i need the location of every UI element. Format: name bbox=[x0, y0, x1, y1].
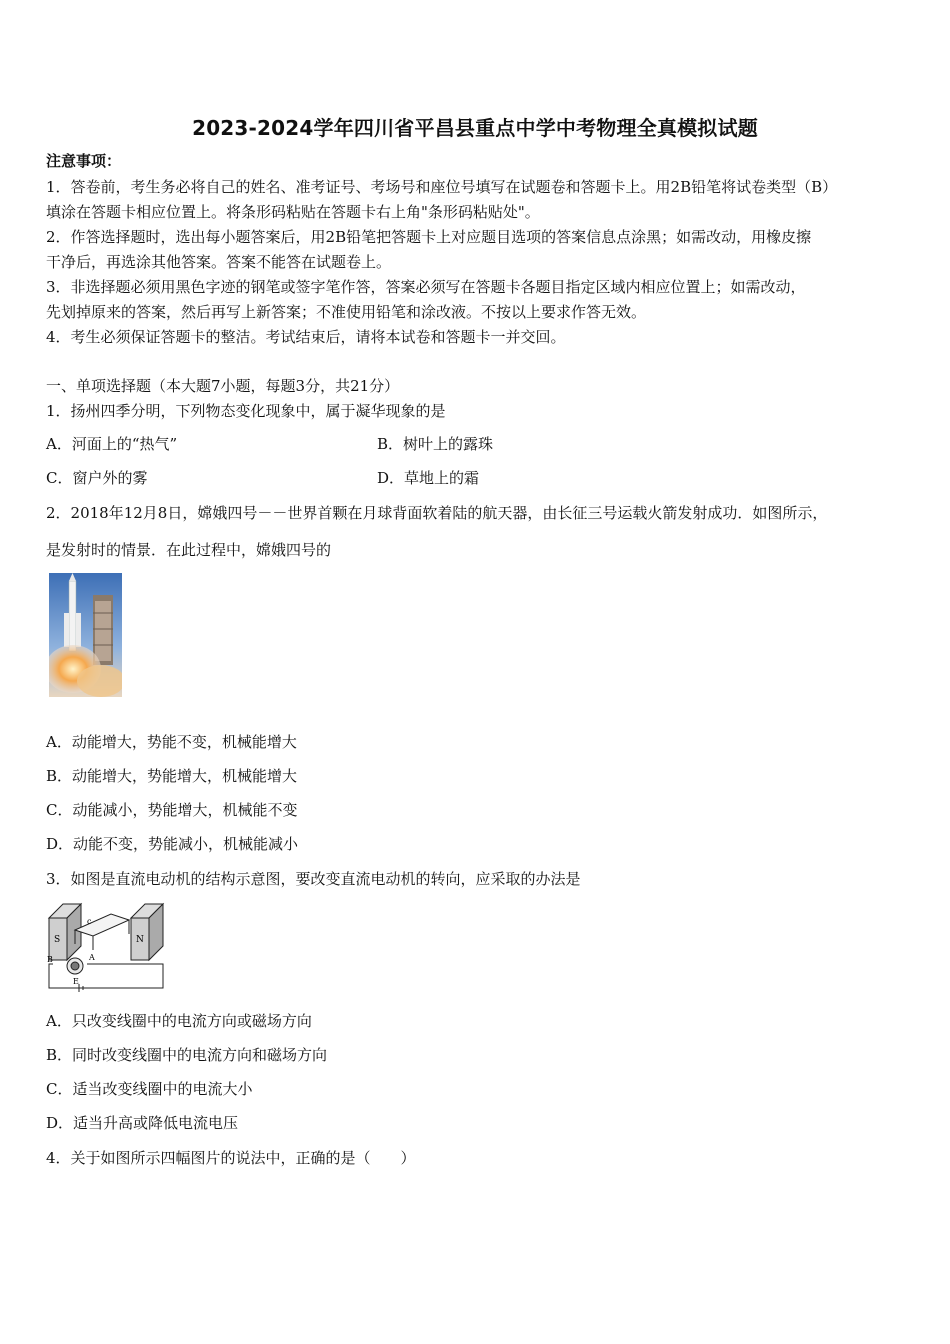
q3-option-b: B．同时改变线圈中的电流方向和磁场方向 bbox=[46, 1046, 328, 1064]
q1-option-d: D．草地上的霜 bbox=[377, 469, 480, 487]
magnet-n-label: N bbox=[136, 935, 144, 945]
rocket-launch-image bbox=[49, 573, 122, 697]
notice-line: 干净后，再选涂其他答案。答案不能答在试题卷上。 bbox=[46, 253, 392, 271]
notice-line: 填涂在答题卡相应位置上。将条形码粘贴在答题卡右上角"条形码粘贴处"。 bbox=[46, 203, 540, 221]
magnet-s-label: S bbox=[54, 935, 61, 945]
section-heading: 一、单项选择题（本大题7小题，每题3分，共21分） bbox=[46, 377, 400, 395]
q2-option-b: B．动能增大，势能增大，机械能增大 bbox=[46, 767, 298, 785]
brush-a-label: A bbox=[89, 953, 95, 962]
q1-option-c: C．窗户外的雾 bbox=[46, 469, 148, 487]
question-1-stem: 1．扬州四季分明，下列物态变化现象中，属于凝华现象的是 bbox=[46, 402, 446, 420]
q1-option-b: B．树叶上的露珠 bbox=[377, 435, 494, 453]
notice-line: 1．答卷前，考生务必将自己的姓名、准考证号、考场号和座位号填写在试题卷和答题卡上。用2B铅笔将试卷类型（B） bbox=[46, 178, 838, 196]
notice-line: 3．非选择题必须用黑色字迹的钢笔或签字笔作答，答案必须写在答题卡各题目指定区域内相应位置上；如需改动， bbox=[46, 278, 806, 296]
brush-b-label: B bbox=[47, 955, 53, 964]
q2-option-a: A．动能增大，势能不变，机械能增大 bbox=[46, 733, 297, 751]
q3-option-a: A．只改变线圈中的电流方向或磁场方向 bbox=[46, 1012, 312, 1030]
q1-option-a: A．河面上的“热气” bbox=[46, 435, 178, 453]
q3-option-c: C．适当改变线圈中的电流大小 bbox=[46, 1080, 253, 1098]
question-3-stem: 3．如图是直流电动机的结构示意图，要改变直流电动机的转向，应采取的办法是 bbox=[46, 870, 581, 888]
question-4-stem: 4．关于如图所示四幅图片的说法中，正确的是（ ） bbox=[46, 1149, 416, 1167]
q3-option-d: D．适当升高或降低电流电压 bbox=[46, 1114, 239, 1132]
notice-line: 2．作答选择题时，选出每小题答案后，用2B铅笔把答题卡上对应题目选项的答案信息点涂黑；如需改动，用橡皮擦 bbox=[46, 228, 812, 246]
question-2-stem-cont: 是发射时的情景．在此过程中，嫦娥四号的 bbox=[46, 541, 332, 559]
page-title: 2023-2024学年四川省平昌县重点中学中考物理全真模拟试题 bbox=[192, 116, 758, 140]
question-2-stem: 2．2018年12月8日，嫦娥四号－－世界首颗在月球背面软着陆的航天器，由长征三号运载火箭发射成功．如图所示， bbox=[46, 504, 828, 522]
coil-c-label: c bbox=[87, 917, 92, 926]
notice-line: 4．考生必须保证答题卡的整洁。考试结束后，请将本试卷和答题卡一并交回。 bbox=[46, 328, 566, 346]
q2-option-c: C．动能减小，势能增大，机械能不变 bbox=[46, 801, 298, 819]
battery-e-label: E bbox=[73, 977, 79, 986]
q2-option-d: D．动能不变，势能减小，机械能减小 bbox=[46, 835, 299, 853]
notice-line: 先划掉原来的答案，然后再写上新答案；不准使用铅笔和涂改液。不按以上要求作答无效。 bbox=[46, 303, 647, 321]
notice-heading: 注意事项： bbox=[46, 152, 122, 170]
dc-motor-diagram bbox=[45, 900, 167, 996]
